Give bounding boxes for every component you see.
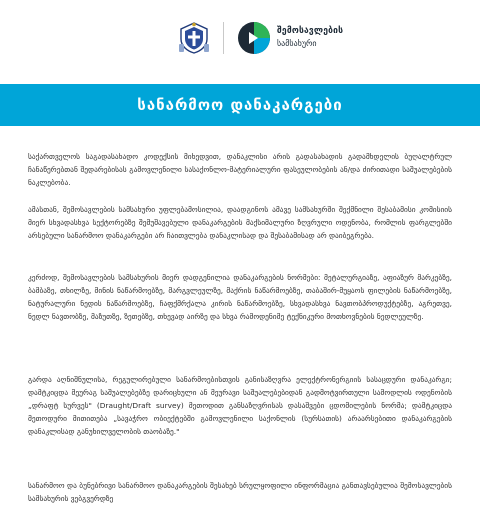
paragraph-authority: ამასთან, შემოსავლების სამსახური უფლებამოსილია, დაადგინოს ამავე სამსახურში შექმნილი შესაბამისი კომისიის მიერ სხვადასხვა სექტორებზე შემუშავებული დანაკარგების მაქსიმალური ზღვრული ოდენობა, რომლის ფარგლებში არსებული სანარმოო დანაკარგები არ ჩაითვლება დანაკლისად და შესაბამისად არ დაიბეგრება.	[28, 205, 452, 240]
paragraph-definition: საქართველოს საგადასახადო კოდექსის მიხედვით, დანაკლისი არის გადასახადის გადამხდელის ბუღალტრულ ჩანაწერებთან შედარებისას გამოვლენილი სასაქონლო-მატერიალური ფასეულობების ან/და ძირითადი საშუალებების ნაკლებობა.	[28, 152, 452, 187]
paragraph-more-info: სანარმოო და ბუნებრივი სანარმოო დანაკარგების შესახებ სრულყოფილი ინფორმაცია განთავსებულია შემოსავლების სამსახურის ვებგვერდზე	[28, 481, 452, 503]
page-header	[0, 0, 480, 76]
brand-block	[277, 26, 397, 48]
coat-of-arms-icon	[176, 20, 212, 56]
paragraph-additional: გარდა აღნიშნულისა, რეგულირებული სანარმოებისთვის განისაზღვრა ელექტრონერგიის სასაცდური დანაკარგი; დამტკიცდა მეურაგ საშუალებებზე დარიცხული ან მეურავი საშუალებებიდან გადმოტვირთული სამოდლის ოდენობის „დრაფტ სურვეს" (Draught/Draft survey) მეთოდით განსაზღვრისას დასაშვები ცდომილების ნორმა; დამტკიცდა მეთოდური მითითება „სავაჭრო ობიექტებში გამოვლენილი საქონლის (სურსათის) არაარსებითი დანაკარგების დანაკლისად განუხილველობის თაობაზე."	[28, 375, 452, 436]
title-banner	[0, 84, 480, 126]
agency-logo-icon	[236, 20, 272, 56]
brand-name: შემოსავლების	[277, 26, 344, 36]
brand-subtitle: სამსახური	[277, 39, 317, 48]
article-body	[28, 150, 452, 505]
page-title: სანარმოო დანაკარგები	[137, 96, 343, 114]
header-divider	[223, 22, 224, 54]
paragraph-norms: კერძოდ, შემოსავლების სამსახურის მიერ დადგენილია დანაკარგების ნორმები: მეტალურგიაზე, აფიაზურ მარკებზე, ბამბაზე, თხილზე, მინის ნაწარმოებზე, მარგვლეულზე, მაქრის ნაწარმოებზე, თაბაშირ-მუყაოს ფილების ნაწარმოებზე, ნატურალური ნედის ნაწარმოებზე, ჩაფქმრქალა კირის ნაწარმოებზე, სხვადასხვა ნავთობპროდუქტებზე, აგრეთვე, ნედლ ნავთობზე, მაზუთზე, ზეთებზე, თხევად აირზე და სხვა რამოდენიმე ტექნიკური მოთხოვნების ნედლეულზე.	[28, 273, 452, 321]
